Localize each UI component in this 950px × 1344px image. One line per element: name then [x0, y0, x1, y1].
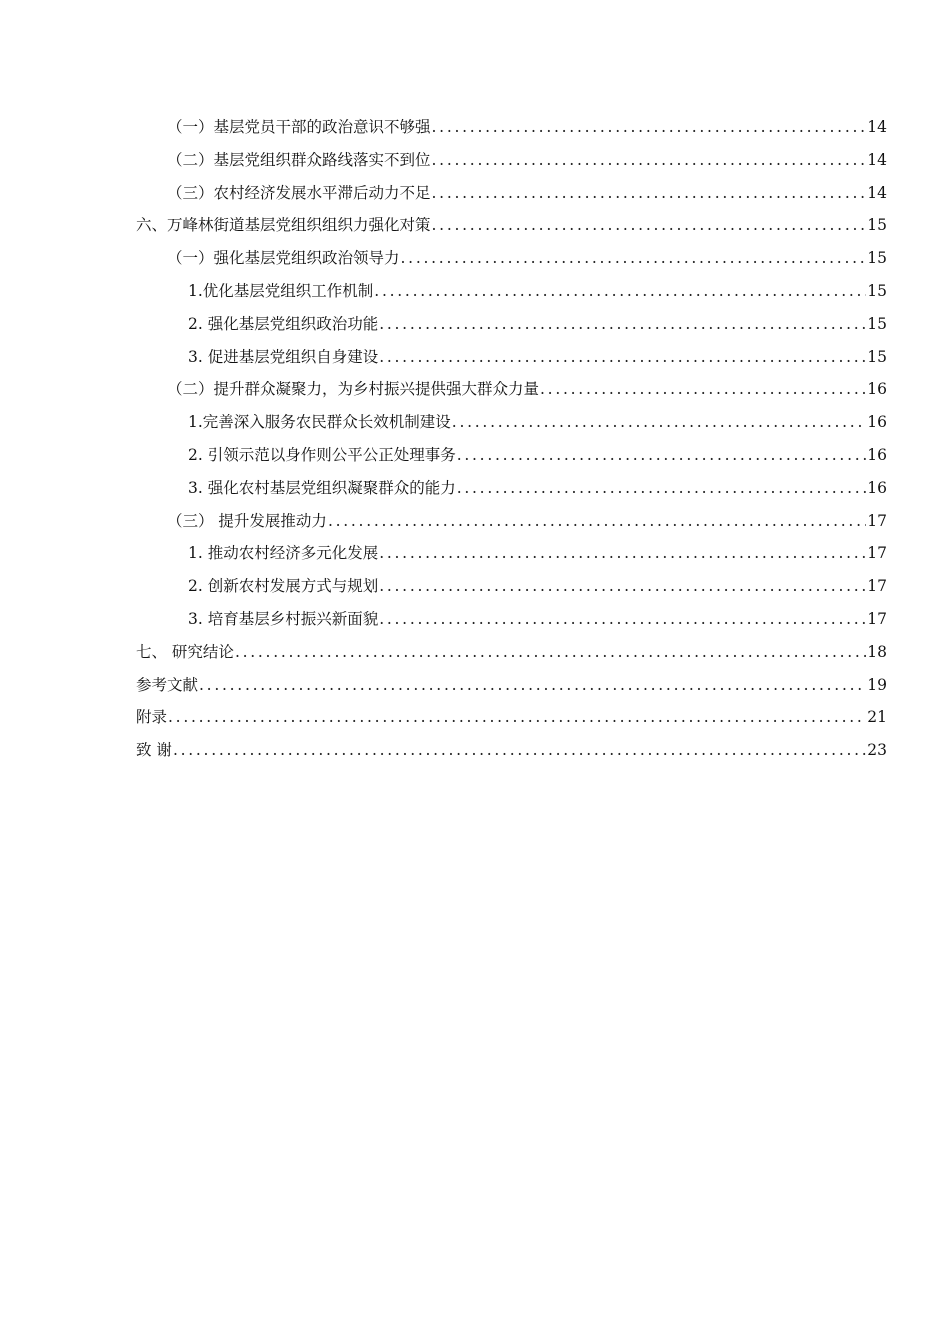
toc-entry-page-number: 14: [867, 150, 887, 169]
toc-entry[interactable]: [136, 373, 887, 406]
toc-dot-leader: [379, 308, 866, 341]
toc-entry-title: 参考文献: [136, 675, 199, 694]
toc-dot-leader: [432, 177, 867, 210]
toc-entry-title: 2. 引领示范以身作则公平公正处理事务: [188, 445, 456, 464]
toc-dot-leader: [457, 472, 867, 505]
toc-entry[interactable]: [136, 701, 887, 734]
toc-entry[interactable]: [136, 275, 887, 308]
toc-entry-page-number: 23: [867, 741, 887, 760]
toc-entry-title: 3. 强化农村基层党组织凝聚群众的能力: [188, 478, 456, 497]
toc-entry-page-number: 16: [867, 380, 887, 399]
toc-entry[interactable]: [136, 341, 887, 374]
toc-entry[interactable]: [136, 406, 887, 439]
toc-entry-title: 六、万峰林街道基层党组织组织力强化对策: [136, 216, 431, 235]
toc-entry[interactable]: [136, 472, 887, 505]
toc-dot-leader: [540, 373, 866, 406]
toc-entry-title: 七、 研究结论: [136, 642, 234, 661]
toc-entry[interactable]: [136, 439, 887, 472]
toc-entry-page-number: 17: [867, 511, 887, 530]
toc-entry-title: 致 谢: [136, 741, 172, 760]
toc-entry[interactable]: [136, 242, 887, 275]
toc-entry[interactable]: [136, 505, 887, 538]
toc-entry-title: （一）基层党员干部的政治意识不够强: [167, 118, 431, 136]
toc-entry-page-number: 15: [867, 347, 887, 366]
toc-entry-page-number: 18: [867, 642, 887, 661]
toc-dot-leader: [379, 570, 866, 603]
toc-entry[interactable]: [136, 537, 887, 570]
toc-entry[interactable]: [136, 111, 887, 144]
toc-dot-leader: [432, 144, 867, 177]
toc-dot-leader: [379, 537, 866, 570]
toc-entry-page-number: 16: [867, 478, 887, 497]
toc-entry-page-number: 17: [867, 577, 887, 596]
toc-dot-leader: [379, 341, 866, 374]
toc-entry-page-number: 14: [867, 118, 887, 136]
toc-entry-page-number: 16: [867, 413, 887, 432]
toc-entry-title: 3. 培育基层乡村振兴新面貌: [188, 609, 379, 628]
toc-dot-leader: [457, 439, 867, 472]
toc-entry-page-number: 15: [867, 281, 887, 300]
toc-entry-page-number: 19: [867, 675, 887, 694]
toc-entry-title: 3. 促进基层党组织自身建设: [188, 347, 379, 366]
toc-dot-leader: [235, 636, 866, 669]
toc-entry-title: （三）农村经济发展水平滞后动力不足: [167, 183, 431, 202]
toc-entry-title: 附录: [136, 708, 168, 727]
toc-dot-leader: [432, 111, 867, 144]
toc-dot-leader: [432, 209, 867, 242]
toc-entry[interactable]: [136, 669, 887, 702]
toc-entry-page-number: 14: [867, 183, 887, 202]
toc-dot-leader: [328, 505, 866, 538]
toc-entry-title: （二）提升群众凝聚力，为乡村振兴提供强大群众力量: [167, 380, 540, 399]
toc-dot-leader: [452, 406, 866, 439]
toc-dot-leader: [401, 242, 867, 275]
toc-entry-title: （三） 提升发展推动力: [167, 511, 327, 530]
toc-dot-leader: [173, 734, 866, 767]
toc-entry-title: 2. 强化基层党组织政治功能: [188, 314, 379, 333]
toc-dot-leader: [374, 275, 866, 308]
toc-entry[interactable]: [136, 209, 887, 242]
toc-entry-title: （二）基层党组织群众路线落实不到位: [167, 150, 431, 169]
toc-entry[interactable]: [136, 603, 887, 636]
toc-dot-leader: [199, 669, 866, 702]
toc-entry[interactable]: [136, 570, 887, 603]
toc-entry-title: （一）强化基层党组织政治领导力: [167, 249, 400, 268]
toc-dot-leader: [379, 603, 866, 636]
toc-entry-page-number: 21: [867, 708, 887, 727]
toc-entry-page-number: 17: [867, 544, 887, 563]
toc-entry[interactable]: [136, 636, 887, 669]
toc-entry[interactable]: [136, 734, 887, 767]
toc-entry-title: 1.优化基层党组织工作机制: [188, 281, 374, 300]
toc-entry[interactable]: [136, 144, 887, 177]
toc-entry-page-number: 17: [867, 609, 887, 628]
toc-entry-title: 1.完善深入服务农民群众长效机制建设: [188, 413, 451, 432]
toc-entry[interactable]: [136, 177, 887, 210]
toc-entry-page-number: 15: [867, 314, 887, 333]
table-of-contents: [136, 111, 887, 767]
toc-entry[interactable]: [136, 308, 887, 341]
toc-dot-leader: [168, 701, 866, 734]
toc-entry-page-number: 16: [867, 445, 887, 464]
toc-entry-page-number: 15: [867, 249, 887, 268]
toc-entry-title: 2. 创新农村发展方式与规划: [188, 577, 379, 596]
toc-entry-title: 1. 推动农村经济多元化发展: [188, 544, 379, 563]
toc-entry-page-number: 15: [867, 216, 887, 235]
